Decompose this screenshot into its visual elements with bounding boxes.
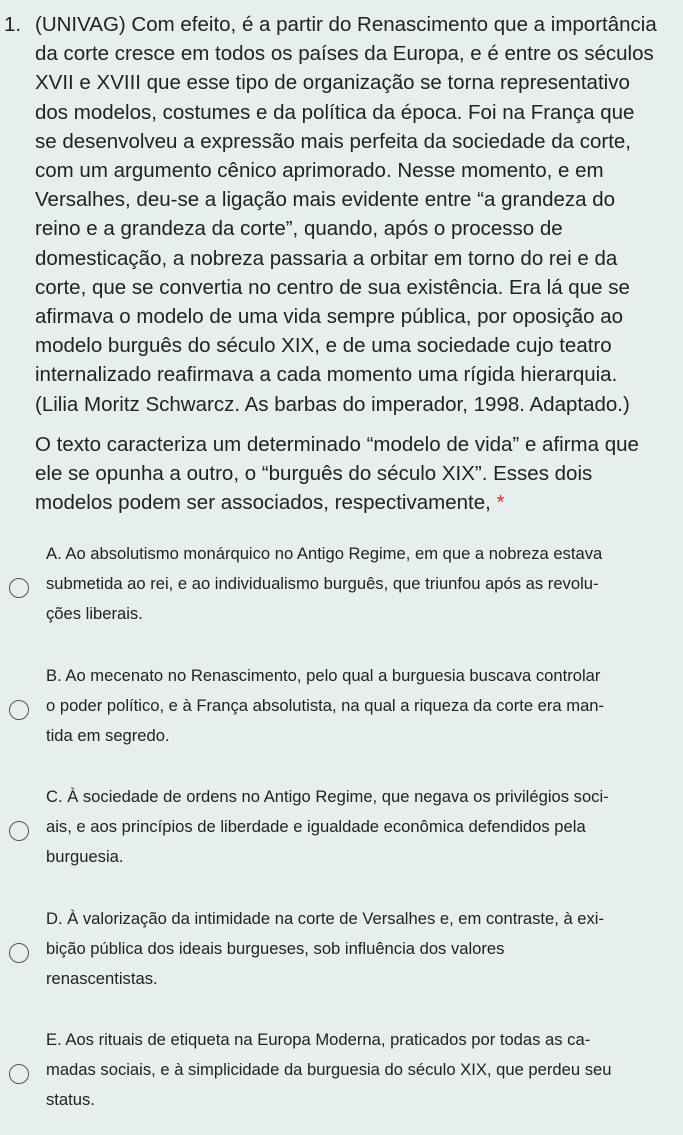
- radio-button-c[interactable]: [9, 821, 29, 841]
- option-line: bição pública dos ideais burgueses, sob influência dos valores: [46, 939, 505, 958]
- option-line: submetida ao rei, e ao individualismo burguês, que triunfou após as revolu-: [46, 574, 599, 593]
- option-line: ais, e aos princípios de liberdade e igualdade econômica defendidos pela: [46, 817, 586, 836]
- radio-button-a[interactable]: [9, 578, 29, 598]
- prompt-line-text: modelos podem ser associados, respectivamente,: [35, 491, 491, 515]
- option-a[interactable]: [0, 539, 683, 649]
- radio-button-d[interactable]: [9, 943, 29, 963]
- question-number: 1.: [4, 13, 22, 36]
- prompt-line: ele se opunha a outro, o “burguês do século XIX”. Esses dois: [35, 462, 593, 486]
- prompt-line: [35, 488, 681, 517]
- prompt-line: O texto caracteriza um determinado “modelo de vida” e afirma que: [35, 433, 639, 456]
- paragraph-line: internalizado reafirmava a cada momento uma rígida hierarquia.: [35, 363, 618, 387]
- option-d-text[interactable]: [46, 904, 678, 994]
- option-c[interactable]: [0, 782, 683, 892]
- option-line: A. Ao absolutismo monárquico no Antigo Regime, em que a nobreza estava: [46, 544, 603, 563]
- option-line: B. Ao mecenato no Renascimento, pelo qual a burguesia buscava controlar: [46, 666, 601, 685]
- option-line: status.: [46, 1090, 95, 1109]
- paragraph-line: modelo burguês do século XIX, e de uma sociedade cujo teatro: [35, 334, 612, 358]
- option-c-text[interactable]: [46, 782, 678, 872]
- option-line: burguesia.: [46, 847, 124, 866]
- paragraph-line: com um argumento cênico aprimorado. Nesse momento, e em: [35, 159, 604, 183]
- option-e-text[interactable]: [46, 1025, 678, 1115]
- paragraph-line: se desenvolveu a expressão mais perfeita da sociedade da corte,: [35, 129, 632, 153]
- paragraph-line: (UNIVAG) Com efeito, é a partir do Renascimento que a importância: [35, 13, 657, 36]
- paragraph-line: Versalhes, deu-se a ligação mais evidente entre “a grandeza do: [35, 188, 616, 212]
- paragraph-line: afirmava o modelo de uma vida sempre pública, por oposição ao: [35, 305, 623, 329]
- option-line: tida em segredo.: [46, 726, 170, 745]
- option-a-text[interactable]: [46, 539, 678, 629]
- radio-button-e[interactable]: [9, 1064, 29, 1084]
- paragraph-line: reino e a grandeza da corte”, quando, após o processo de: [35, 217, 563, 241]
- option-line: madas sociais, e à simplicidade da burguesia do século XIX, que perdeu seu: [46, 1060, 612, 1079]
- paragraph-line: corte, que se convertia no centro de sua existência. Era lá que se: [35, 275, 630, 299]
- paragraph-line: domesticação, a nobreza passaria a orbitar em torno do rei e da: [35, 246, 618, 270]
- source-citation: (Lilia Moritz Schwarcz. As barbas do imperador, 1998. Adaptado.): [35, 392, 630, 416]
- option-b[interactable]: [0, 661, 683, 771]
- paragraph-line: da corte cresce em todos os países da Europa, e é entre os séculos: [35, 42, 654, 66]
- paragraph-line: dos modelos, costumes e da política da época. Foi na França que: [35, 100, 635, 124]
- option-line: D. À valorização da intimidade na corte de Versalhes e, em contraste, à exi-: [46, 909, 605, 928]
- option-line: ções liberais.: [46, 604, 143, 623]
- option-d[interactable]: [0, 904, 683, 1014]
- question-paragraph: [35, 10, 681, 419]
- option-b-text[interactable]: [46, 661, 678, 751]
- paragraph-line: XVII e XVIII que esse tipo de organização se torna representativo: [35, 71, 630, 95]
- option-e[interactable]: [0, 1025, 683, 1135]
- question-prompt: [35, 430, 681, 518]
- option-line: renascentistas.: [46, 969, 158, 988]
- required-marker: *: [496, 491, 505, 515]
- option-line: E. Aos rituais de etiqueta na Europa Moderna, praticados por todas as ca-: [46, 1030, 591, 1049]
- option-line: o poder político, e à França absolutista, na qual a riqueza da corte era man-: [46, 696, 605, 715]
- option-line: C. À sociedade de ordens no Antigo Regime, que negava os privilégios soci-: [46, 787, 609, 806]
- radio-button-b[interactable]: [9, 700, 29, 720]
